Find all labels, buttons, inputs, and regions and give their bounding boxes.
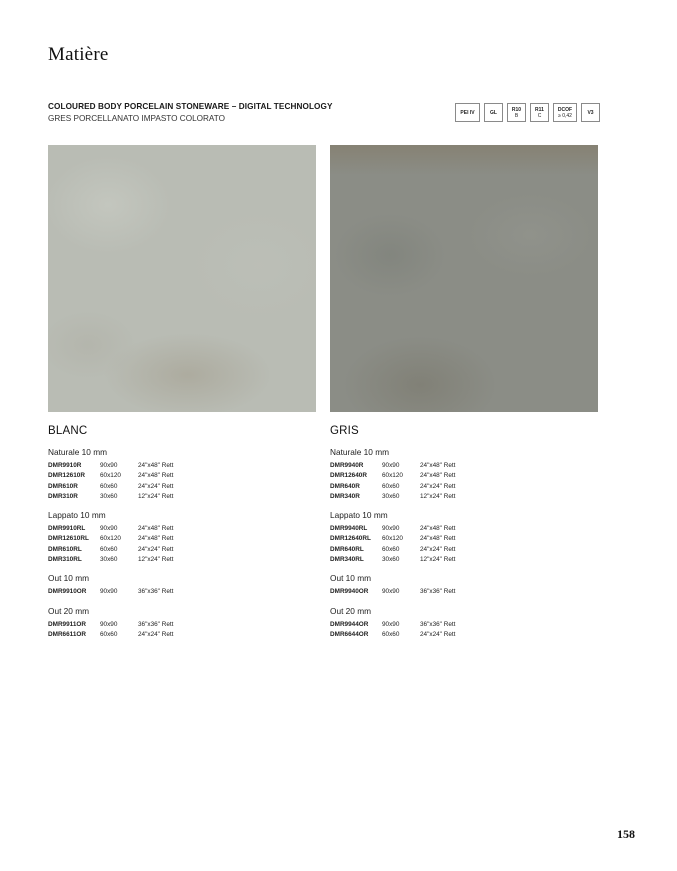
product-size: 60x60 [382,630,400,638]
product-inch: 24"x48" Rett [420,525,456,533]
product-inch: 24"x48" Rett [138,472,174,480]
badge-label: DCOF [557,106,573,113]
product-code: DMR12610R [48,472,85,480]
badge-label: PEI IV [460,109,475,116]
product-size: 60x120 [382,472,403,480]
product-code: DMR12640RL [330,535,371,543]
finish-title: Out 10 mm [330,573,372,584]
product-row [48,555,316,565]
product-row [330,534,598,544]
badge-label: V3 [587,109,594,116]
finish-section [48,606,316,641]
product-size: 90x90 [382,462,400,469]
badge-gl [484,103,503,122]
product-size: 60x120 [382,535,403,543]
product-row [330,482,598,492]
product-inch: 12"x24" Rett [420,556,456,564]
product-row [330,545,598,555]
product-inch: 24"x48" Rett [420,462,456,469]
page-title: Matière [48,44,109,65]
badge-label: GL [490,109,497,116]
color-name: GRIS [330,425,359,437]
product-column-blanc [48,425,316,648]
product-code: DMR9910RL [48,525,86,533]
finish-title: Out 10 mm [48,573,90,584]
product-code: DMR9911OR [48,620,87,628]
finish-section [330,606,598,641]
product-size: 30x60 [382,492,400,500]
product-size: 90x90 [100,620,118,628]
product-inch: 24"x48" Rett [138,525,174,533]
product-row [330,461,598,471]
product-inch: 12"x24" Rett [138,556,174,564]
badge-pei [455,103,480,122]
product-size: 60x120 [100,535,121,543]
product-code: DMR9940OR [330,588,369,596]
product-code: DMR640RL [330,545,364,553]
finish-section [48,573,316,597]
technical-badges [455,103,600,122]
product-code: DMR340R [330,492,360,500]
product-code: DMR610RL [48,545,82,553]
product-code: DMR9940RL [330,525,368,533]
color-name: BLANC [48,425,88,437]
product-row [48,482,316,492]
finish-title: Naturale 10 mm [48,447,108,457]
product-code: DMR6644OR [330,630,369,638]
product-code: DMR310RL [48,556,82,564]
product-row [48,534,316,544]
tile-image-blanc [48,145,316,412]
badge-r10 [507,103,526,122]
product-inch: 36"x36" Rett [420,620,456,628]
product-size: 60x60 [382,482,400,490]
badge-sublabel: ≥ 0,42 [558,112,572,119]
product-code: DMR340RL [330,556,364,564]
product-inch: 36"x36" Rett [420,588,456,596]
product-size: 30x60 [100,556,118,564]
product-row [330,620,598,630]
product-code: DMR310R [48,492,78,500]
product-size: 90x90 [100,462,118,469]
finish-section [48,447,316,502]
finish-title: Lappato 10 mm [330,510,388,521]
product-inch: 24"x24" Rett [420,482,456,490]
product-code: DMR9940R [330,462,364,469]
product-inch: 24"x24" Rett [138,630,174,638]
product-size: 30x60 [382,556,400,564]
product-row [48,620,316,630]
product-size: 60x60 [100,545,118,553]
product-row [330,524,598,534]
product-inch: 12"x24" Rett [138,492,174,500]
product-subtitle [48,101,333,125]
product-row [48,471,316,481]
product-inch: 24"x48" Rett [138,535,174,543]
product-inch: 24"x24" Rett [420,630,456,638]
product-row [330,471,598,481]
product-size: 90x90 [100,588,118,596]
product-row [330,630,598,640]
product-code: DMR640R [330,482,360,490]
finish-title: Out 20 mm [48,605,90,616]
product-row [48,545,316,555]
product-size: 60x60 [100,630,118,638]
finish-title: Lappato 10 mm [48,510,106,521]
product-row [330,492,598,502]
product-row [330,555,598,565]
badge-v3 [581,103,600,122]
product-size: 90x90 [100,525,118,533]
product-size: 30x60 [100,492,118,500]
subtitle-english: COLOURED BODY PORCELAIN STONEWARE – DIGITAL TECHNOLOGY [48,102,333,111]
badge-r11 [530,103,549,122]
product-row [330,587,598,597]
product-row [48,492,316,502]
product-inch: 36"x36" Rett [138,620,174,628]
finish-sections [330,447,598,640]
badge-label: R11 [535,106,544,113]
product-size: 90x90 [382,525,400,533]
finish-section [48,510,316,565]
finish-section [330,573,598,597]
finish-section [330,510,598,565]
product-inch: 24"x24" Rett [420,545,456,553]
product-code: DMR9944OR [330,620,369,628]
product-inch: 36"x36" Rett [138,588,174,596]
product-inch: 24"x24" Rett [138,482,174,490]
product-row [48,630,316,640]
finish-title: Out 20 mm [330,605,372,616]
product-inch: 12"x24" Rett [420,492,456,500]
product-inch: 24"x48" Rett [420,472,456,480]
product-code: DMR12640R [330,472,367,480]
product-size: 90x90 [382,620,400,628]
badge-dcof [553,103,577,122]
finish-sections [48,447,316,640]
finish-title: Naturale 10 mm [330,447,390,457]
product-size: 60x120 [100,472,121,480]
finish-section [330,447,598,502]
product-inch: 24"x48" Rett [420,535,456,543]
product-inch: 24"x48" Rett [138,462,174,469]
badge-sublabel: C [537,112,542,119]
product-code: DMR610R [48,482,78,490]
page-number: 158 [617,827,635,841]
tile-image-gris [330,145,598,412]
product-column-gris [330,425,598,648]
product-row [48,524,316,534]
product-size: 90x90 [382,588,400,596]
product-code: DMR12610RL [48,535,89,543]
product-inch: 24"x24" Rett [138,545,174,553]
product-size: 60x60 [100,482,118,490]
product-code: DMR9910R [48,462,82,469]
badge-sublabel: B [514,112,519,119]
product-row [48,587,316,597]
product-code: DMR6611OR [48,630,87,638]
product-row [48,461,316,471]
product-size: 60x60 [382,545,400,553]
badge-label: R10 [511,106,522,113]
subtitle-italian: GRES PORCELLANATO IMPASTO COLORATO [48,114,225,123]
product-code: DMR9910OR [48,588,87,596]
